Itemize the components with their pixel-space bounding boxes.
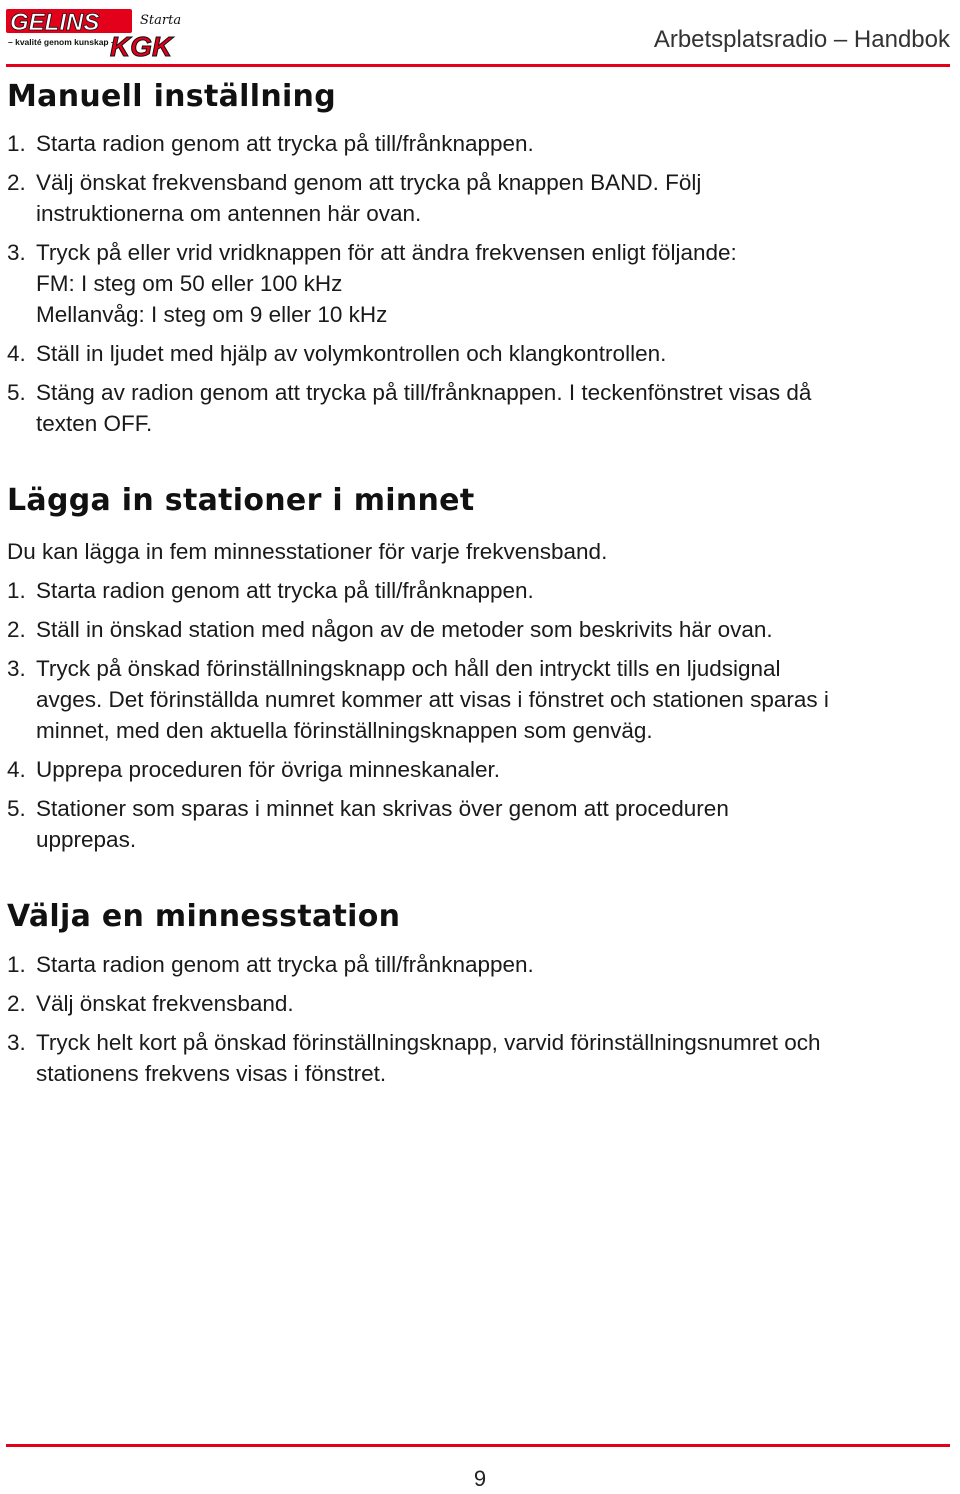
list-item bbox=[7, 338, 953, 369]
logo-sub-text: KGK bbox=[110, 31, 173, 60]
step-text-line: Ställ in önskad station med någon av de metoder som beskrivits här ovan. bbox=[36, 617, 773, 642]
step-text-line: Starta radion genom att trycka på till/frånknappen. bbox=[36, 131, 534, 156]
step-number: 1. bbox=[7, 952, 26, 977]
logo-script-text: Starta bbox=[140, 13, 182, 28]
logo-tagline-text: – kvalité genom kunskap – bbox=[8, 37, 116, 47]
step-number: 3. bbox=[7, 656, 26, 681]
list-item bbox=[7, 988, 953, 1019]
section bbox=[7, 483, 953, 855]
footer-divider bbox=[6, 1444, 950, 1447]
page-content bbox=[7, 76, 953, 1097]
logo-main-text: GELINS bbox=[10, 9, 100, 36]
step-text-line: stationens frekvens visas i fönstret. bbox=[36, 1061, 387, 1086]
step-text-line: instruktionerna om antennen här ovan. bbox=[36, 201, 422, 226]
step-text-line: Välj önskat frekvensband genom att trycka på knappen BAND. Följ bbox=[36, 170, 702, 195]
header-divider bbox=[6, 64, 950, 67]
step-number: 3. bbox=[7, 1030, 26, 1055]
step-text-line: Tryck på eller vrid vridknappen för att ändra frekvensen enligt följande: bbox=[36, 240, 737, 265]
step-number: 1. bbox=[7, 578, 26, 603]
step-text-line: texten OFF. bbox=[36, 411, 153, 436]
list-item bbox=[7, 1027, 953, 1089]
list-item bbox=[7, 949, 953, 980]
step-number: 2. bbox=[7, 170, 26, 195]
section-heading: Manuell inställning bbox=[7, 79, 336, 114]
step-text-line: Ställ in ljudet med hjälp av volymkontrollen och klangkontrollen. bbox=[36, 341, 667, 366]
step-list bbox=[7, 949, 953, 1089]
list-item bbox=[7, 653, 953, 746]
step-number: 2. bbox=[7, 991, 26, 1016]
section-intro: Du kan lägga in fem minnesstationer för varje frekvensband. bbox=[7, 539, 608, 564]
list-item bbox=[7, 754, 953, 785]
step-text-line: Upprepa proceduren för övriga minneskanaler. bbox=[36, 757, 501, 782]
list-item bbox=[7, 128, 953, 159]
step-text-line: Mellanvåg: I steg om 9 eller 10 kHz bbox=[36, 302, 388, 327]
list-item bbox=[7, 793, 953, 855]
step-text-line: minnet, med den aktuella förinställningsknappen som genväg. bbox=[36, 718, 653, 743]
step-text-line: Tryck på önskad förinställningsknapp och håll den intryckt tills en ljudsignal bbox=[36, 656, 781, 681]
step-list bbox=[7, 128, 953, 439]
list-item bbox=[7, 614, 953, 645]
page-header bbox=[0, 0, 960, 70]
list-item bbox=[7, 237, 953, 330]
step-text-line: FM: I steg om 50 eller 100 kHz bbox=[36, 271, 343, 296]
step-list bbox=[7, 575, 953, 855]
section-heading: Välja en minnesstation bbox=[7, 899, 401, 934]
list-item bbox=[7, 575, 953, 606]
section bbox=[7, 899, 953, 1089]
step-number: 1. bbox=[7, 131, 26, 156]
step-number: 5. bbox=[7, 796, 26, 821]
page-number: 9 bbox=[473, 1466, 487, 1491]
gelins-kgk-logo bbox=[6, 6, 188, 60]
step-text-line: Tryck helt kort på önskad förinställningsknapp, varvid förinställningsnumret och bbox=[36, 1030, 821, 1055]
step-number: 5. bbox=[7, 380, 26, 405]
step-text-line: Stäng av radion genom att trycka på till/frånknappen. I teckenfönstret visas då bbox=[36, 380, 812, 405]
document-title: Arbetsplatsradio – Handbok bbox=[653, 26, 950, 53]
list-item bbox=[7, 167, 953, 229]
step-number: 2. bbox=[7, 617, 26, 642]
step-number: 4. bbox=[7, 341, 26, 366]
step-text-line: upprepas. bbox=[36, 827, 137, 852]
step-number: 4. bbox=[7, 757, 26, 782]
step-text-line: Stationer som sparas i minnet kan skrivas över genom att proceduren bbox=[36, 796, 729, 821]
list-item bbox=[7, 377, 953, 439]
step-text-line: Starta radion genom att trycka på till/frånknappen. bbox=[36, 578, 534, 603]
section bbox=[7, 79, 953, 439]
step-text-line: avges. Det förinställda numret kommer att visas i fönstret och stationen sparas i bbox=[36, 687, 829, 712]
step-text-line: Starta radion genom att trycka på till/frånknappen. bbox=[36, 952, 534, 977]
step-number: 3. bbox=[7, 240, 26, 265]
step-text-line: Välj önskat frekvensband. bbox=[36, 991, 294, 1016]
section-heading: Lägga in stationer i minnet bbox=[7, 483, 475, 518]
